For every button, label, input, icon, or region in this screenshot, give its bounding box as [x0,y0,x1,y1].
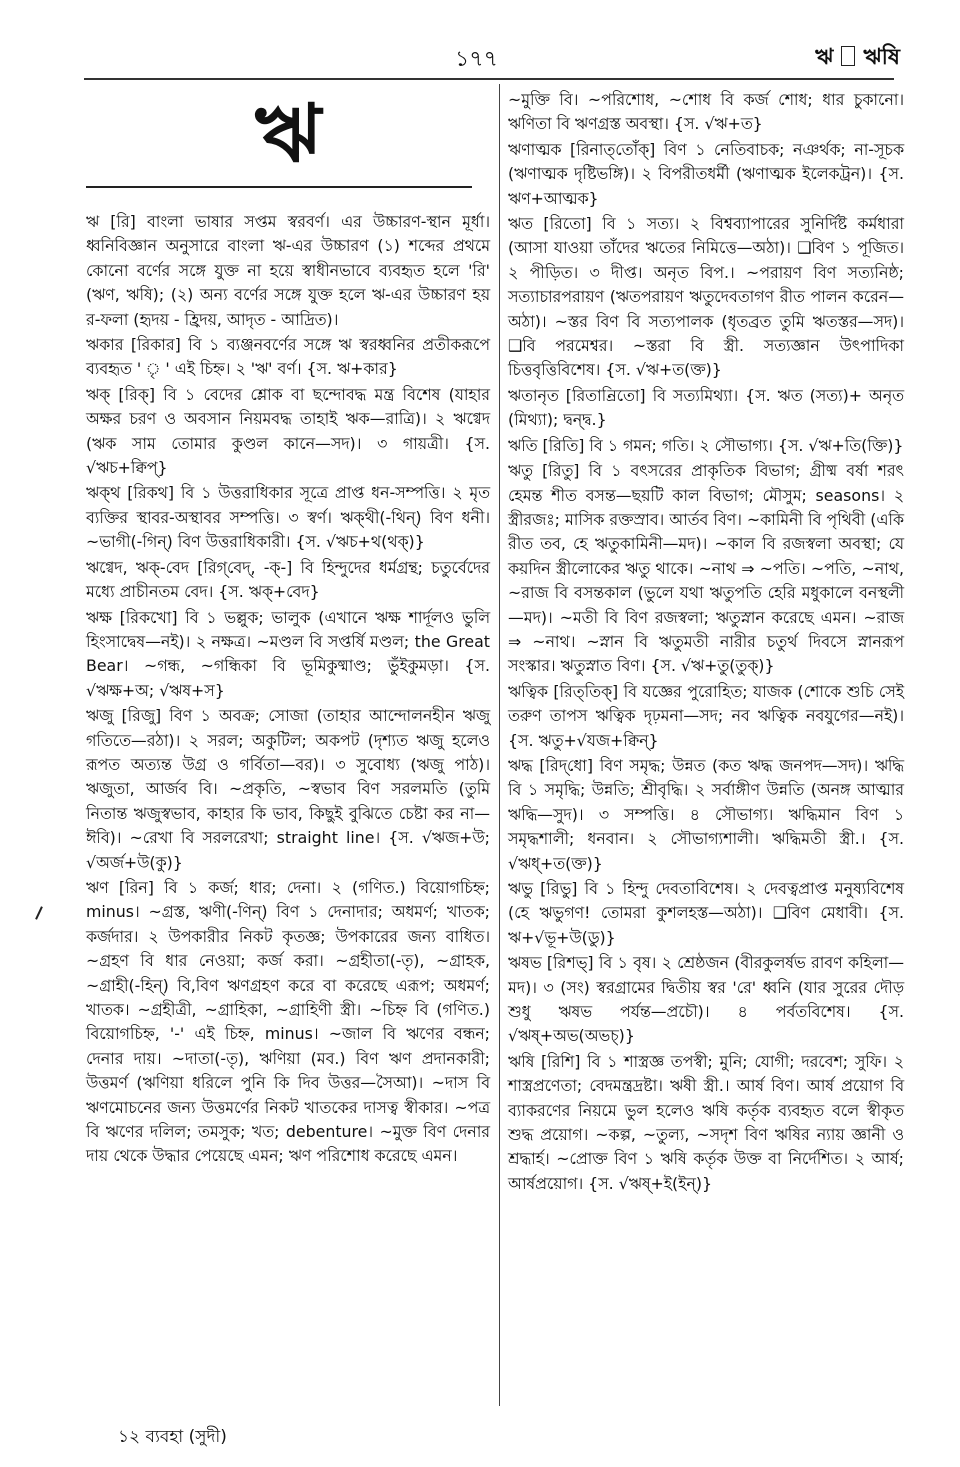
entry-ribhu: ঋভু [রিভু] বি ১ হিন্দু দেবতাবিশেষ। ২ দেবত্বপ্রাপ্ত মনুষ্যবিশেষ (হে ঋভুগণ! তোমরা কুশলহস্ত—অঠা)। ❑বিণ মেধাবী। {স. ঋ+√ভূ+উ(ডু)} [508,879,904,947]
entry-ri: ঋ [রি] বাংলা ভাষার সপ্তম স্বরবর্ণ। এর উচ্চারণ-স্থান মূর্ধা। ধ্বনিবিজ্ঞান অনুসারে বাংলা ঋ-এর উচ্চারণ (১) শব্দের প্রথমে কোনো বর্ণের সঙ্গে যুক্ত না হয়ে স্বাধীনভাবে ব্যবহৃত হলে 'রি' (ঋণ, ঋষি); (২) অন্য বর্ণের সঙ্গে যুক্ত হলে ঋ-এর উচ্চারণ হয় র-ফলা (হৃদয় - হ্রিদয়, আদৃত - আদ্রিত)। [86,212,490,329]
entry-rittik: ঋত্বিক [রিত্‌তিক্] বি যজ্ঞের পুরোহিত; যাজক (শোকে শুচি সেই তরুণ তাপস ঋত্বিক দৃঢ়মনা—সদ; নব ঋত্বিক নবযুগের—নই)। {স. ঋতু+√যজ+ক্বিন্} [508,681,904,750]
entry-rik: ঋক্ [রিক্] বি ১ বেদের শ্লোক বা ছন্দোবদ্ধ মন্ত্র বিশেষ (যাহার অক্ষর চরণ ও অবসান নিয়মবদ্ধ তাহাই ঋক—রাত্রি)। ২ ঋগ্বেদ (ঋক সাম তোমার কুণ্ডল কানে—সদ)। ৩ গায়ত্রী। {স. √ঋচ+ক্বিপ্} [86,384,490,478]
entry-riksho: ঋক্ষ [রিকখো] বি ১ ভল্লুক; ভালুক (এখানে ঋক্ষ শার্দূলও ভুলি হিংসাদ্বেষ—নই)। ২ নক্ষত্র। ~মণ্ডল বি সপ্তর্ষি মণ্ডল; the Great Bear। ~গন্ধ, ~গন্ধিকা বি ভূমিকুষ্মাণ্ড; ভুঁইকুমড়া। {স. √ঋক্ষ+অ; √ঋষ+স} [86,607,490,700]
entry-ritanrito: ঋতানৃত [রিতান্রিতো] বি সত্যমিথ্যা। {স. ঋত (সত্য)+ অনৃত (মিথ্যা); দ্বন্দ্ব.} [508,385,904,430]
page-footer: ১২ ব্যবহা (সুদী) [118,1427,227,1447]
guide-words [815,40,900,77]
entry-rito: ঋত [রিতো] বি ১ সত্য। ২ বিশ্বব্যাপারের সুনির্দিষ্ট কর্মধারা (আসা যাওয়া তাঁদের ঋতের নিমিত্তে—অঠা)। ❑বিণ ১ পূজিত। ২ পীড়িত। ৩ দীপ্ত। অনৃত বিপ.। ~পরায়ণ বিণ সত্যনিষ্ঠ; সত্যাচারপরায়ণ (ঋতপরায়ণ ঋতুদেবতাগণ রীত পালন করেন—অঠা)। ~স্তর বিণ বি সত্যপালক (ধৃতব্রত তুমি ঋতস্তর—সদ)। ❑বি পরমেশ্বর। ~স্তরা বি স্ত্রী. সত্যজ্ঞান উৎপাদিকা চিত্তবৃত্তিবিশেষ। {স. √ঋ+ত(ক্ত)} [508,214,904,380]
entry-rin: ঋণ [রিন] বি ১ কর্জ; ধার; দেনা। ২ (গণিত.) বিয়োগচিহ্ন; minus। ~গ্রস্ত, ঋণী(-ণিন্) বিণ ১ দেনাদার; অধমর্ণ; খাতক; কর্জদার। ২ উপকারীর নিকট কৃতজ্ঞ; উপকারের জন্য বাধিত। ~গ্রহণ বি ধার নেওয়া; কর্জ করা। ~গ্রহীতা(-তৃ), ~গ্রাহক, ~গ্রাহী(-হিন্) বি,বিণ ঋণগ্রহণ করে বা করেছে এরূপ; অধমর্ণ; খাতক। ~গ্রহীত্রী, ~গ্রাহিকা, ~গ্রাহিণী স্ত্রী। ~চিহ্ন বি (গণিত.) বিয়োগচিহ্ন, '-' এই চিহ্ন, minus। ~জাল বি ঋণের বন্ধন; দেনার দায়। ~দাতা(-তৃ), ঋণিয়া (মব.) বিণ ঋণ প্রদানকারী; উত্তমর্ণ (ঋণিয়া ধরিলে পুনি কি দিব উত্তর—সৈআ)। ~দাস বি ঋণমোচনের জন্য উত্তমর্ণের নিকট খাতকের দাসত্ব স্বীকার। ~পত্র বি ঋণের দলিল; তমসুক; খত; debenture। ~মুক্ত বিণ দেনার দায় থেকে উদ্ধার পেয়েছে এমন; ঋণ পরিশোধ করেছে এমন। [86,877,490,1166]
entry-rikar: ঋকার [রিকার] বি ১ ব্যঞ্জনবর্ণের সঙ্গে ঋ স্বরধ্বনির প্রতীকরূপে ব্যবহৃত ' ৃ ' এই চিহ্ন। ২ 'ঋ' বর্ণ। {স. ঋ+কার} [86,335,490,379]
section-letter: ঋ [254,87,322,180]
stray-mark [35,906,43,920]
section-rule [86,186,472,188]
guide-separator [841,46,855,66]
entry-rin-continued: ~মুক্তি বি। ~পরিশোধ, ~শোধ বি কর্জ শোধ; ধার চুকানো। ঋণিতা বি ঋণগ্রস্ত অবস্থা। {স. √ঋ+ত} [508,90,904,134]
entry-riti: ঋতি [রিতি] বি ১ গমন; গতি। ২ সৌভাগ্য। {স. √ঋ+তি(ক্তি)} [508,435,904,455]
header-rule [84,78,894,80]
entry-riddho: ঋদ্ধ [রিদ্‌ধো] বিণ সমৃদ্ধ; উন্নত (কত ঋদ্ধ জনপদ—সদ)। ঋদ্ধি বি ১ সমৃদ্ধি; উন্নতি; শ্রীবৃদ্ধি। ২ সর্বাঙ্গীণ উন্নতি (অনঙ্গ আত্মার ঋদ্ধি—সুদ)। ৩ সম্পত্তি। ৪ সৌভাগ্য। ঋদ্ধিমান বিণ ১ সমৃদ্ধশালী; ধনবান। ২ সৌভাগ্যশালী। ঋদ্ধিমতী স্ত্রী.। {স. √ঋধ্+ত(ক্ত)} [508,755,904,873]
column-divider [499,84,500,1406]
guide-word-last: ঋষি [863,45,900,70]
entry-riju: ঋজু [রিজু] বিণ ১ অবক্র; সোজা (তাহার আন্দোলনহীন ঋজু গতিতে—রঠা)। ২ সরল; অকুটিল; অকপট (দৃশ্যত ঋজু হলেও রূপত অত্যন্ত উগ্র ও গর্বিতা—বর)। ৩ সুবোধ্য (ঋজু পাঠ)। ঋজুতা, আর্জব বি। ~প্রকৃতি, ~স্বভাব বিণ সরলমতি (তুমি নিতান্ত ঋজুস্বভাব, কাহার কি ভাব, কিছুই বুঝিতে চেষ্টা কর না—ঈবি)। ~রেখা বি সরলরেখা; straight line। {স. √ঋজ+উ; √অর্জ+উ(কু)} [86,706,490,872]
entry-ritu: ঋতু [রিতু] বি ১ বৎসরের প্রাকৃতিক বিভাগ; গ্রীষ্ম বর্ষা শরৎ হেমন্ত শীত বসন্ত—ছয়টি কাল বিভাগ; মৌসুম; seasons। ২ স্ত্রীরজঃ; মাসিক রক্তস্রাব। আর্তব বিণ। ~কামিনী বি পৃথিবী (একি রীত তব, হে ঋতুকামিনী—মদ)। ~কাল বি রজস্বলা অবস্থা; যে কয়দিন স্ত্রীলোকের ঋতু থাকে। ~নাথ ⇒ ~পতি। ~পতি, ~নাথ, ~রাজ বি বসন্তকাল (ভুলে যথা ঋতুপতি হেরি মধুকালে বনস্থলী—মদ)। ~মতী বি বিণ রজস্বলা; ঋতুস্নান করেছে এমন। ~রাজ ⇒ ~নাথ। ~স্নান বি ঋতুমতী নারীর চতুর্থ দিবসে স্নানরূপ সংস্কার। ঋতুস্নাত বিণ। {স. √ঋ+তু(তুক্)} [508,461,904,676]
left-column [86,88,490,1170]
entry-rinatmok: ঋণাত্মক [রিনাত্‌তোঁক্] বিণ ১ নেতিবাচক; নঞর্থক; না-সূচক (ঋণাত্মক দৃষ্টিভঙ্গি)। ২ বিপরীতধর্মী (ঋণাত্মক ইলেকট্রন)। {স. ঋণ+আত্মক} [508,139,904,208]
page-header [0,40,960,76]
entry-rigved: ঋগ্বেদ, ঋক্-বেদ [রিগ্‌বেদ্, -ক্-] বি হিন্দুদের ধর্মগ্রন্থ; চতুর্বেদের মধ্যে প্রাচীনতম বেদ। {স. ঋক্+বেদ} [86,557,490,602]
entry-rishabh: ঋষভ [রিশভ্] বি ১ বৃষ। ২ শ্রেষ্ঠজন (বীরকুলর্ষভ রাবণ কহিলা—মদ)। ৩ (সং) স্বরগ্রামের দ্বিতীয় স্বর 'রে' ধ্বনি (যার সুরের দৌড় শুধু ঋষভ পর্যন্ত—প্রচৌ)। ৪ পর্বতবিশেষ। {স. √ঋষ্+অভ(অভচ্)} [508,953,904,1046]
guide-word-first: ঋ [815,45,834,70]
entry-rikth: ঋক্থ [রিকথ] বি ১ উত্তরাধিকার সূত্রে প্রাপ্ত ধন-সম্পত্তি। ২ মৃত ব্যক্তির স্থাবর-অস্থাবর সম্পত্তি। ৩ স্বর্ণ। ঋক্থী(-থিন্) বিণ ধনী। ~ভাগী(-গিন্) বিণ উত্তরাধিকারী। {স. √ঋচ+থ(থক্)} [86,483,490,552]
page-number: ১৭৭ [455,47,498,72]
entry-rishi: ঋষি [রিশি] বি ১ শাস্ত্রজ্ঞ তপস্বী; মুনি; যোগী; দরবেশ; সুফি। ২ শাস্ত্রপ্রণেতা; বেদমন্ত্রদ্রষ্টা। ঋষী স্ত্রী.। আর্ষ বিণ। আর্ষ প্রয়োগ বি ব্যাকরণের নিয়মে ভুল হলেও ঋষি কর্তৃক ব্যবহৃত বলে স্বীকৃত শুদ্ধ প্রয়োগ। ~কল্প, ~তুল্য, ~সদৃশ বিণ ঋষির ন্যায় জ্ঞানী ও শ্রদ্ধার্হ। ~প্রোক্ত বিণ ১ ঋষি কর্তৃক উক্ত বা নির্দেশিত। ২ আর্ষ; আর্ষপ্রয়োগ। {স. √ঋষ্+ই(ইন্)} [508,1051,904,1193]
right-column [508,88,904,1197]
